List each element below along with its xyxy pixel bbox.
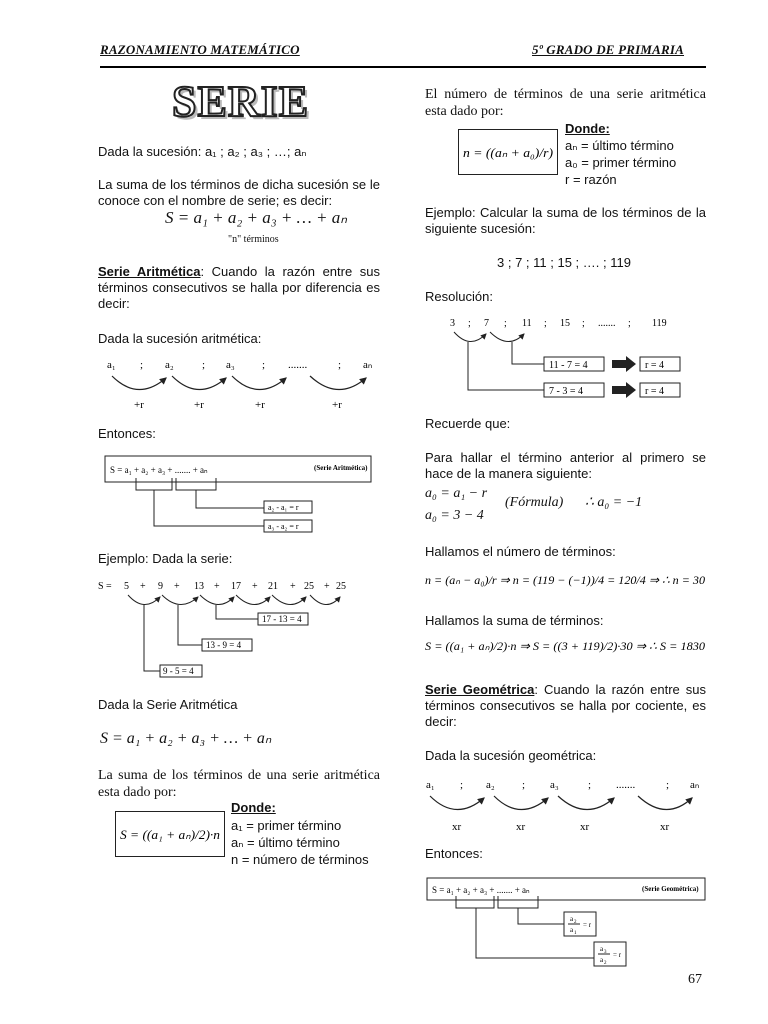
arith-def-text: : Cuando la razón entre sus términos consecutivos se halla por diferencia es decir: [98,264,380,311]
geo-box-diagram [426,874,708,970]
box1-formula: S = a₁ + a₂ + a₃ + ....... + aₙ [110,465,208,475]
geo-term-1: a₁ [426,779,435,791]
ex-t5: 21 [268,581,278,592]
arith-seq-intro: Dada la sucesión aritmética: [98,331,262,346]
num-terms-given: El número de términos de una serie aritmética esta dado por: [425,87,706,119]
ex-box-1: 17 - 13 = 4 [262,614,302,624]
ex-t2: 9 [158,581,163,592]
geo-title: Serie Geométrica [425,682,535,697]
svg-text:2: 2 [604,961,607,966]
ex-t6: 25 [304,581,314,592]
n-formula [459,130,557,174]
box1-label: (Serie Aritmética) [314,464,368,472]
sum-given: La suma de los términos de una serie aritmética esta dado por: [98,768,380,800]
header-left: RAZONAMIENTO MATEMÁTICO [100,42,300,57]
donde-left: Donde: [231,800,276,815]
geo-dots: ....... [616,779,636,791]
arith-term-n: aₙ [363,359,373,371]
geo-term-3: a₃ [550,779,559,791]
ex-p2: + [174,581,180,592]
svg-text:a: a [570,926,574,934]
example-series-diagram [98,575,358,685]
res-s2: ; [504,318,507,329]
geo-def-text: : Cuando la razón entre sus términos consecutivos se halla por cociente, es decir: [425,682,706,729]
arith-definition [98,264,380,312]
res-s4: ; [582,318,585,329]
res-r-1: r = 4 [645,360,664,371]
a0-result: ∴ a₀ = −1 [585,495,643,510]
hallar-anterior: Para hallar el término anterior al primero se hace de la manera siguiente: [425,450,706,481]
geo-term-n: aₙ [690,779,700,791]
res-box-1: 11 - 7 = 4 [549,360,588,371]
ex-box-3: 9 - 5 = 4 [163,666,194,676]
res-s1: ; [468,318,471,329]
page-number: 67 [688,972,702,987]
serie-logo: SERIE [172,77,310,126]
n-formula-box [458,129,558,175]
sum-formula [116,812,224,856]
arith-sep-1: ; [140,359,144,371]
arith-box-diagram [104,452,374,538]
given-series: Dada la Serie Aritmética [98,697,238,712]
geo-step-3: xr [580,821,590,833]
res-t1: 3 [450,318,455,329]
s-calc [425,630,710,666]
svg-text:a: a [600,945,604,953]
arith-term-3: a₃ [226,359,235,371]
geo-step-1: xr [452,821,462,833]
geo-definition [425,682,706,730]
sequence: 3 ; 7 ; 11 ; 15 ; …. ; 119 [497,255,631,270]
def-an: aₙ = último término [231,835,340,850]
resolution-diagram [448,312,688,404]
ex-p5: + [290,581,296,592]
arith-dots: ....... [288,359,308,371]
svg-text:S = ((a₁ + aₙ)/2)·n ⇒ S = ((3: S = ((a₁ + aₙ)/2)·n ⇒ S = ((3 + 119)/2)·30 ⇒ ∴ S = 1830 [425,639,705,653]
sum-definition: La suma de los términos de dicha sucesión se le conoce con el nombre de serie; es decir: [98,177,380,208]
given-formula: S = a₁ + a₂ + a₃ + … + aₙ [100,730,272,747]
ex-t7: 25 [336,581,346,592]
geo-term-2: a₂ [486,779,495,791]
formula-a0: a₀ = a₁ − r [425,486,488,501]
arith-step-3: +r [255,399,265,411]
svg-text:1: 1 [574,931,577,936]
def-an-right: aₙ = último término [565,138,674,153]
ex-t4: 17 [231,581,241,592]
arith-step-2: +r [194,399,204,411]
def-r: r = razón [565,172,617,187]
hallamos-n: Hallamos el número de términos: [425,544,616,559]
ex-t3: 13 [194,581,204,592]
geo-sequence-diagram [424,772,709,834]
res-box-2: 7 - 3 = 4 [549,386,583,397]
svg-text:a: a [570,915,574,923]
box1-r2: a₃ - a₂ = r [268,522,299,531]
arith-sep-4: ; [338,359,342,371]
formula-label: (Fórmula) [505,495,564,510]
box2-label: (Serie Geométrica) [642,885,699,893]
svg-text:n = ((aₙ + a₀)/r): n = ((aₙ + a₀)/r) [463,145,553,160]
header-rule [100,66,706,68]
def-a0: a₀ = primer término [565,155,677,170]
geo-step-4: xr [660,821,670,833]
ex-p1: + [140,581,146,592]
res-t5: 119 [652,318,667,329]
n-terms-label: "n" términos [228,234,279,245]
res-t2: 7 [484,318,489,329]
ex-p6: + [324,581,330,592]
arith-title: Serie Aritmética [98,264,201,279]
def-a1: a₁ = primer término [231,818,342,833]
formula-a0-value: a₀ = 3 − 4 [425,508,484,523]
svg-text:a: a [600,956,604,964]
hallamos-s: Hallamos la suma de términos: [425,613,604,628]
arith-term-2: a₂ [165,359,174,371]
svg-text:S = ((a₁ + aₙ)/2)·n: S = ((a₁ + aₙ)/2)·n [120,827,220,842]
box1-r1: a₂ - a₁ = r [268,503,299,512]
arith-sep-3: ; [262,359,266,371]
recuerde: Recuerde que: [425,416,511,431]
geo-sep-3: ; [588,779,592,791]
seq-intro: Dada la sucesión: a₁ ; a₂ ; a₃ ; …; aₙ [98,144,307,159]
ex-p4: + [252,581,258,592]
entonces-left: Entonces: [98,426,156,441]
svg-text:= r: = r [583,921,592,929]
box2-formula: S = a₁ + a₂ + a₃ + ....... + aₙ [432,885,530,895]
geo-seq-intro: Dada la sucesión geométrica: [425,748,597,763]
arith-step-1: +r [134,399,144,411]
geo-sep-2: ; [522,779,526,791]
arith-sequence-diagram [100,352,385,412]
arith-step-4: +r [332,399,342,411]
res-s5: ; [628,318,631,329]
example-right: Ejemplo: Calcular la suma de los términos de la siguiente sucesión: [425,205,706,236]
geo-sep-1: ; [460,779,464,791]
arith-sep-2: ; [202,359,206,371]
svg-text:n = (aₙ − a₀)/r ⇒ n = (119 − (: n = (aₙ − a₀)/r ⇒ n = (119 − (−1))/4 = 120/4 ⇒ ∴ n = 30 [425,573,705,587]
res-dots: ....... [598,318,616,329]
geo-step-2: xr [516,821,526,833]
series-formula: S = a₁ + a₂ + a₃ + … + aₙ [165,208,347,227]
ex-p3: + [214,581,220,592]
ex-s: S = [98,581,112,592]
ex-t1: 5 [124,581,129,592]
donde-right: Donde: [565,121,610,136]
svg-text:3: 3 [604,950,607,955]
res-t3: 11 [522,318,532,329]
res-s3: ; [544,318,547,329]
header-right: 5º GRADO DE PRIMARIA [532,42,685,57]
entonces-right: Entonces: [425,846,483,861]
res-t4: 15 [560,318,570,329]
svg-text:2: 2 [574,920,577,925]
res-r-2: r = 4 [645,386,664,397]
resolucion: Resolución: [425,289,493,304]
ex-box-2: 13 - 9 = 4 [206,640,242,650]
example-intro-left: Ejemplo: Dada la serie: [98,551,233,566]
arith-term-1: a₁ [107,359,116,371]
def-n: n = número de términos [231,852,369,867]
sum-formula-box [115,811,225,857]
svg-text:= r: = r [613,951,622,959]
n-calc [425,562,710,598]
geo-sep-4: ; [666,779,670,791]
